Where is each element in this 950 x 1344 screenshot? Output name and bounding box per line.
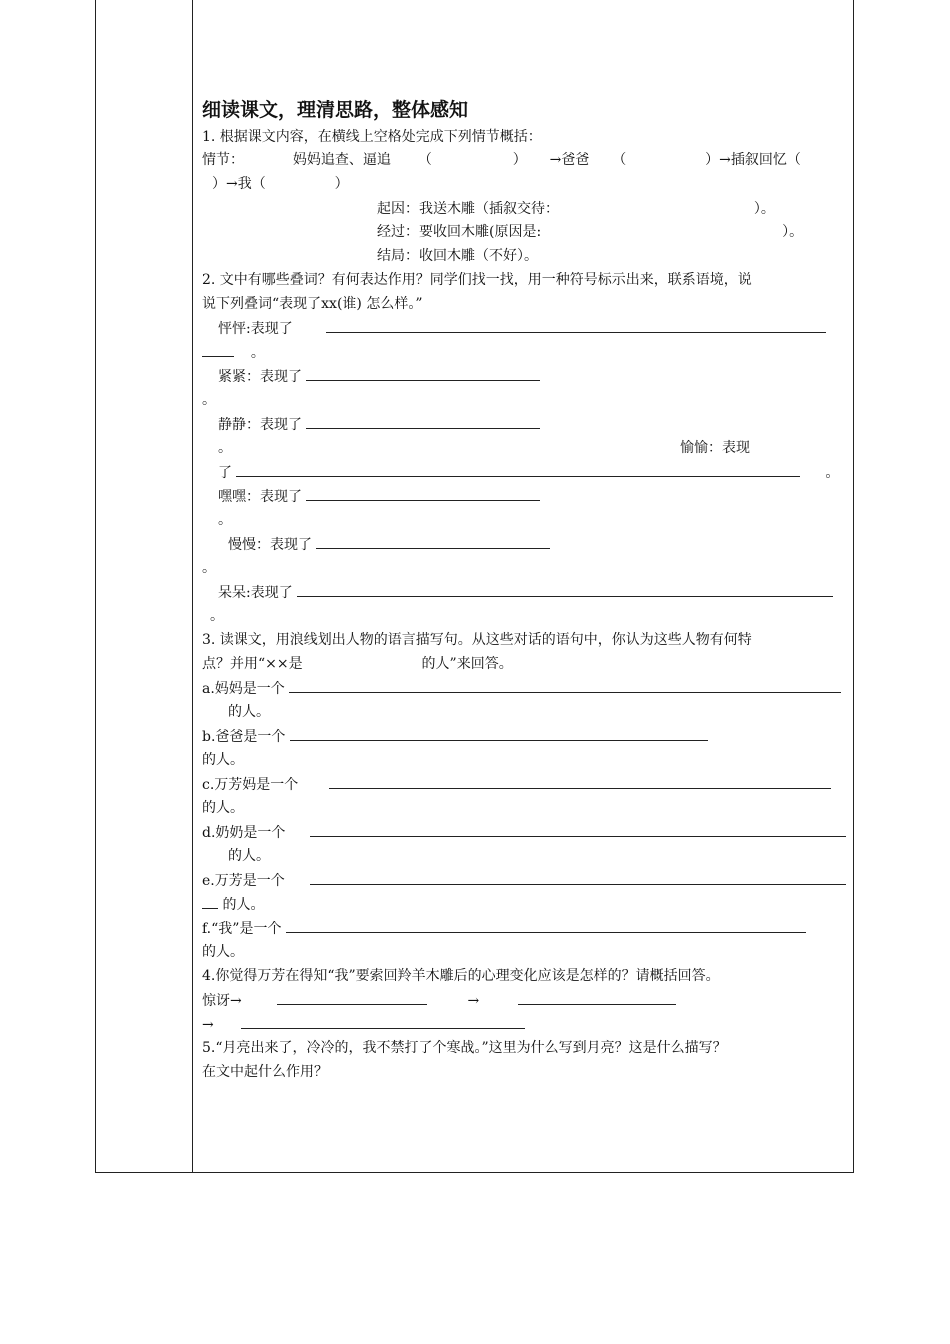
section-title: 细读课文，理清思路，整体感知	[202, 99, 469, 121]
q2-item-manman	[228, 535, 550, 554]
plot-paren1: （	[417, 152, 432, 168]
answer-blank[interactable]	[306, 367, 540, 381]
answer-blank[interactable]	[286, 919, 806, 933]
answer-blank[interactable]	[326, 319, 826, 333]
suffix: 的人。	[222, 897, 265, 913]
q2-item-daidai	[218, 583, 833, 602]
q3-prompt-line2	[202, 655, 513, 673]
answer-blank[interactable]	[277, 991, 427, 1005]
item-label: 静静：表现了	[218, 417, 302, 433]
q2-item-yuyu-cont	[218, 463, 839, 482]
item-label: d.奶奶是一个	[202, 825, 286, 841]
q5-prompt-line2: 在文中起什么作用？	[202, 1064, 328, 1080]
q3-item-father	[202, 727, 708, 746]
period: 。	[202, 560, 216, 576]
q3-item-mother	[202, 679, 841, 698]
item-label: 紧紧：表现了	[218, 369, 302, 385]
suffix: 的人。	[202, 752, 244, 768]
process-label: 经过：要收回木雕(原因是:	[377, 224, 542, 240]
item-label: 呆呆:表现了	[218, 585, 293, 601]
item-label: f.“我”是一个	[202, 921, 282, 937]
q1-process	[377, 223, 803, 241]
q4-start: 惊讶→	[202, 993, 242, 1009]
answer-blank[interactable]	[306, 415, 540, 429]
answer-blank[interactable]	[236, 463, 800, 477]
plot-step1: 妈妈追查、逼追	[292, 152, 391, 168]
q2-item-pengpeng	[218, 319, 826, 338]
period: 。	[825, 465, 840, 481]
q3-item-wanfang-cont	[202, 895, 264, 914]
q1-cause	[377, 200, 775, 218]
q2-item-pengpeng-cont	[202, 343, 265, 362]
plot-paren1-end: ）	[512, 152, 527, 168]
answer-blank[interactable]	[241, 1015, 525, 1029]
q3-item-wanfang	[202, 871, 846, 890]
q3-prompt-line1: 3. 读课文，用浪线划出人物的语言描写句。从这些对话的语句中，你认为这些人物有何特	[202, 632, 752, 648]
plot-label: 情节：	[202, 152, 244, 168]
arrow-icon: →	[467, 993, 480, 1009]
period: 。	[218, 512, 232, 528]
answer-blank[interactable]	[290, 727, 708, 741]
q2-prompt-line2: 说下列叠词“表现了xx(谁) 怎么样。”	[202, 296, 423, 312]
q5-prompt-line1: 5.“月亮出来了，冷冷的，我不禁打了个寒战。”这里为什么写到月亮？这是什么描写？	[202, 1040, 727, 1056]
answer-blank[interactable]	[329, 775, 831, 789]
q2-item-yuyu: 愉愉：表现	[680, 440, 750, 456]
item-label: e.万芳是一个	[202, 873, 285, 889]
answer-blank[interactable]	[297, 583, 833, 597]
answer-blank[interactable]	[202, 343, 234, 357]
q1-ending: 结局：收回木雕（不好）。	[377, 248, 538, 264]
q1-plot-line	[202, 151, 801, 169]
item-label: 嘿嘿：表现了	[218, 489, 302, 505]
plot-line2-end: ）	[334, 176, 349, 192]
plot-paren2: （	[612, 152, 627, 168]
item-label: 了	[218, 465, 232, 481]
plot-line2: ）→我（	[212, 176, 266, 192]
suffix: 的人。	[228, 704, 270, 720]
item-label: a.妈妈是一个	[202, 681, 285, 697]
q1-prompt: 1. 根据课文内容，在横线上空格处完成下列情节概括：	[202, 129, 542, 145]
q2-item-jinjin	[218, 367, 540, 386]
plot-step3: ）→插叙回忆（	[705, 152, 801, 168]
arrow-icon: →	[202, 1017, 214, 1033]
item-label: c.万芳妈是一个	[202, 777, 299, 793]
item-label: b.爸爸是一个	[202, 729, 286, 745]
cause-end: ）。	[753, 201, 775, 217]
q4-answer-line1	[202, 991, 676, 1010]
answer-blank[interactable]	[310, 823, 846, 837]
answer-blank[interactable]	[310, 871, 846, 885]
plot-step2: →爸爸	[549, 152, 590, 168]
period: 。	[202, 392, 216, 408]
answer-blank[interactable]	[518, 991, 676, 1005]
item-label: 怦怦:表现了	[218, 321, 293, 337]
answer-blank[interactable]	[202, 895, 218, 909]
item-label: 慢慢：表现了	[228, 537, 312, 553]
prompt-part-a: 点？并用“××是	[202, 656, 303, 672]
column-divider	[192, 0, 193, 1173]
q1-plot-line2	[212, 175, 349, 193]
q2-prompt-line1: 2. 文中有哪些叠词？有何表达作用？同学们找一找，用一种符号标示出来，联系语境，说	[202, 272, 752, 288]
period: 。	[218, 440, 232, 456]
period: 。	[250, 345, 265, 361]
q2-item-heihei	[218, 487, 540, 506]
answer-blank[interactable]	[306, 487, 540, 501]
q3-item-me	[202, 919, 806, 938]
prompt-part-b: 的人”来回答。	[421, 656, 513, 672]
period: 。	[210, 608, 224, 624]
suffix: 的人。	[202, 800, 244, 816]
suffix: 的人。	[228, 848, 270, 864]
answer-blank[interactable]	[289, 679, 841, 693]
cause-label: 起因：我送木雕（插叙交待：	[377, 201, 559, 217]
answer-blank[interactable]	[316, 535, 550, 549]
process-end: ）。	[782, 224, 804, 240]
q3-item-wanfang-mother	[202, 775, 831, 794]
suffix: 的人。	[202, 944, 244, 960]
q2-item-jingjing	[218, 415, 540, 434]
q4-answer-line2	[202, 1015, 525, 1034]
q3-item-grandma	[202, 823, 846, 842]
q4-prompt: 4.你觉得万芳在得知“我”要索回羚羊木雕后的心理变化应该是怎样的？请概括回答。	[202, 968, 720, 984]
